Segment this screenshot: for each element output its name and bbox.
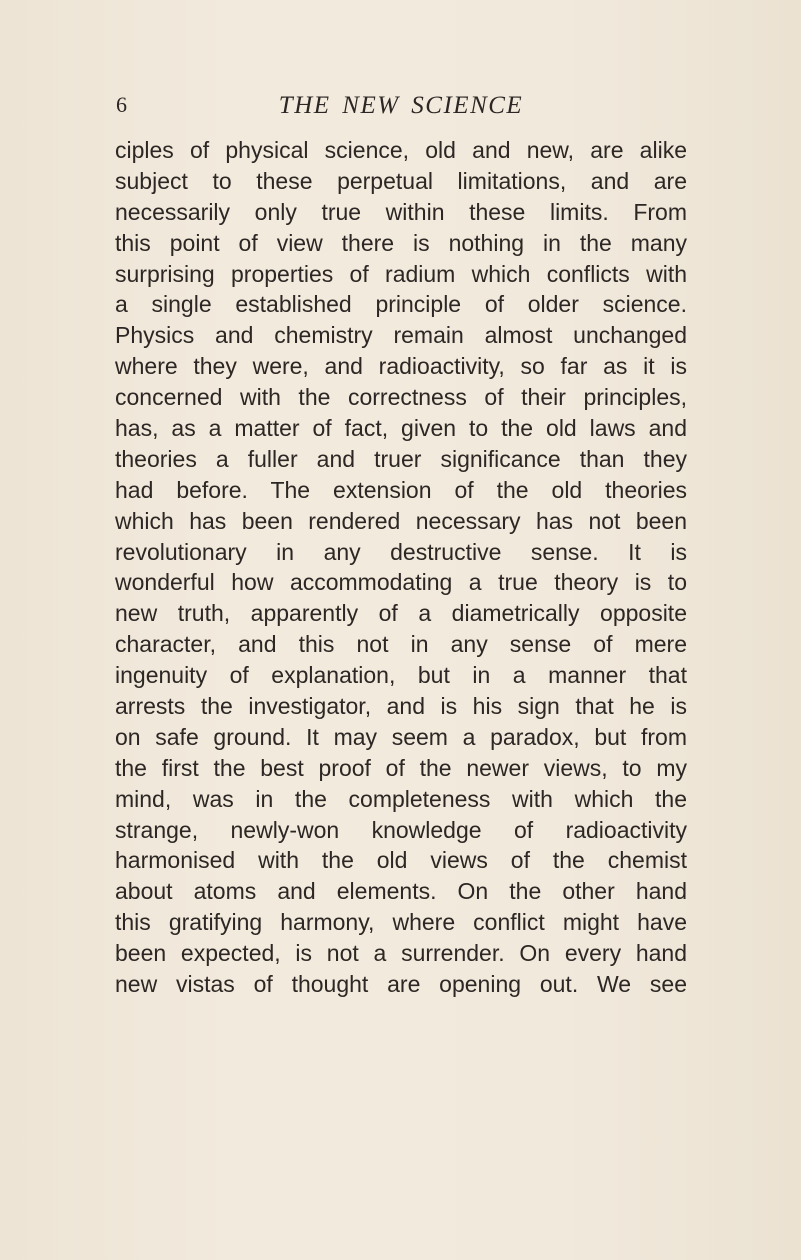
- text-line: which has been rendered necessary has not been: [115, 507, 687, 534]
- text-line: this gratifying harmony, where conflict might have: [115, 909, 687, 936]
- text-line: the first the best proof of the newer views, to my: [115, 754, 687, 781]
- text-line: a single established principle of older science.: [115, 291, 687, 318]
- text-line: been expected, is not a surrender. On every hand: [115, 940, 687, 967]
- text-line: harmonised with the old views of the chemist: [115, 847, 687, 874]
- text-line: character, and this not in any sense of mere: [115, 631, 687, 658]
- text-line: revolutionary in any destructive sense. It is: [115, 538, 687, 565]
- text-line: wonderful how accommodating a true theory is to: [115, 569, 687, 596]
- text-line: had before. The extension of the old theories: [115, 476, 687, 503]
- text-line: Physics and chemistry remain almost unchanged: [115, 322, 687, 349]
- body-text: [115, 135, 687, 1000]
- text-line: theories a fuller and truer significance than they: [115, 445, 687, 472]
- text-line: necessarily only true within these limits. From: [115, 198, 687, 225]
- text-line: arrests the investigator, and is his sign that he is: [115, 693, 687, 720]
- text-line: where they were, and radioactivity, so far as it is: [115, 353, 687, 380]
- text-line: about atoms and elements. On the other hand: [115, 878, 687, 905]
- text-line: ciples of physical science, old and new, are alike: [115, 137, 687, 163]
- text-line: surprising properties of radium which conflicts with: [115, 260, 687, 287]
- text-line: strange, newly-won knowledge of radioactivity: [115, 816, 687, 843]
- text-line: this point of view there is nothing in the many: [115, 229, 687, 256]
- running-title: THE NEW SCIENCE: [278, 92, 524, 119]
- text-line: has, as a matter of fact, given to the old laws and: [115, 415, 687, 442]
- text-line: new vistas of thought are opening out. We see: [115, 971, 687, 998]
- text-line: new truth, apparently of a diametrically opposite: [115, 600, 687, 627]
- page-number: 6: [116, 92, 128, 117]
- text-line: on safe ground. It may seem a paradox, but from: [115, 723, 687, 750]
- text-line: ingenuity of explanation, but in a manner that: [115, 662, 687, 689]
- text-line: mind, was in the completeness with which the: [115, 785, 687, 812]
- text-line: concerned with the correctness of their principles,: [115, 384, 687, 411]
- text-line: subject to these perpetual limitations, and are: [115, 167, 687, 194]
- running-head: [116, 92, 686, 124]
